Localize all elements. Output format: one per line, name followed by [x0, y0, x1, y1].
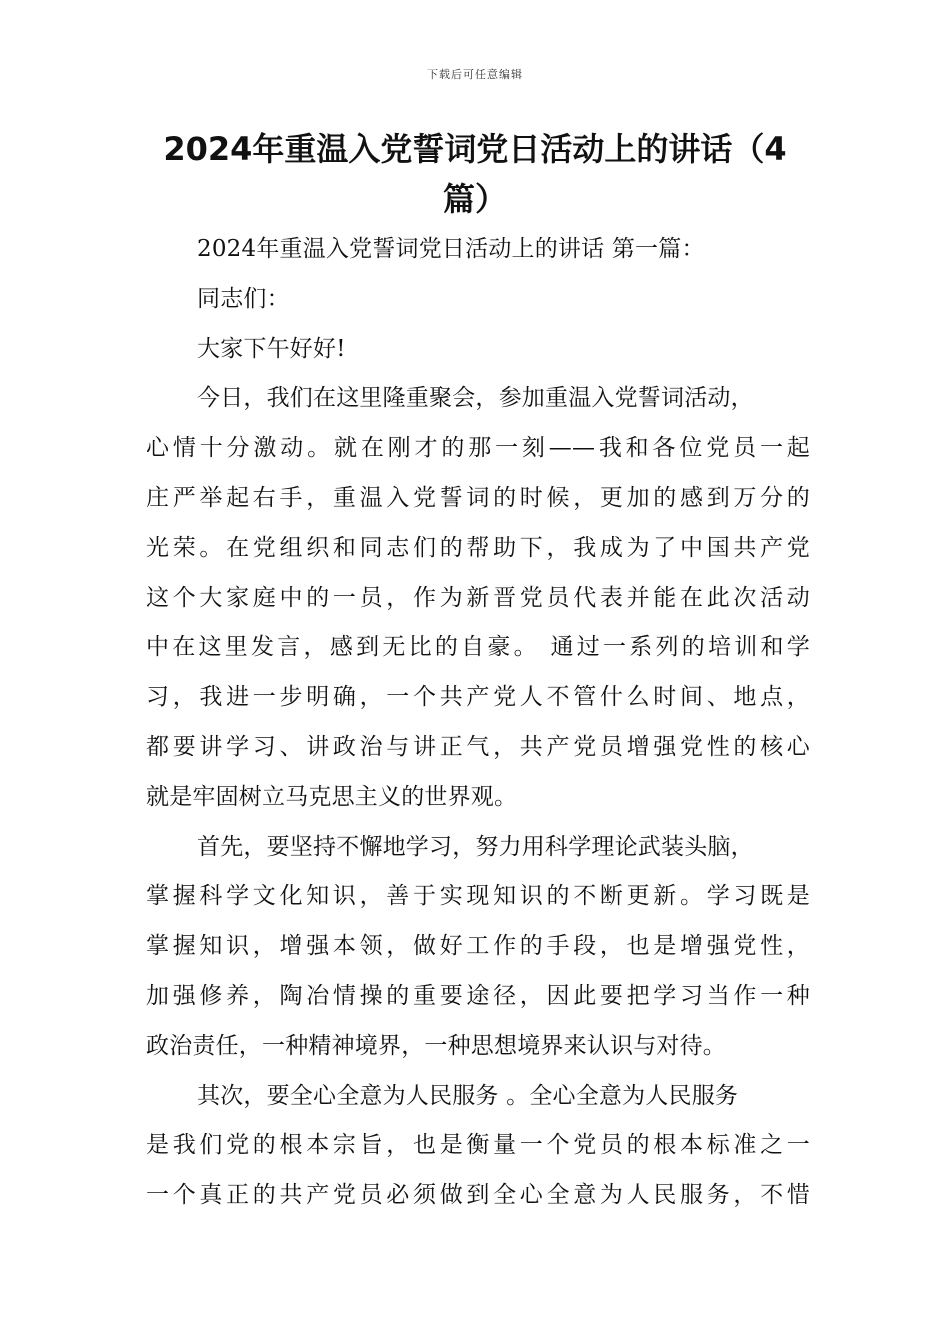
- paragraph-line: 今日，我们在这里隆重聚会，参加重温入党誓词活动，: [197, 385, 754, 412]
- salutation: 同志们：: [197, 285, 290, 312]
- paragraph-line: 掌握知识，增强本领，做好工作的手段，也是增强党性，: [146, 933, 810, 960]
- paragraph-line: 一个真正的共产党员必须做到全心全意为人民服务，不惜: [146, 1182, 810, 1209]
- paragraph-line: 都要讲学习、讲政治与讲正气，共产党员增强党性的核心: [146, 733, 810, 760]
- paragraph-line: 其次，要全心全意为人民服务 。全心全意为人民服务: [197, 1082, 739, 1109]
- paragraph-line: 心情十分激动。就在刚才的那一刻——我和各位党员一起: [146, 435, 810, 462]
- paragraph-line: 光荣。在党组织和同志们的帮助下，我成为了中国共产党: [146, 534, 810, 561]
- paragraph-line: 庄严举起右手，重温入党誓词的时候，更加的感到万分的: [146, 484, 810, 511]
- document-title: [130, 124, 820, 224]
- section-heading: 2024年重温入党誓词党日活动上的讲话 第一篇：: [197, 236, 705, 262]
- paragraph-line: 是我们党的根本宗旨，也是衡量一个党员的根本标准之一: [146, 1132, 810, 1159]
- paragraph-line: 就是牢固树立马克思主义的世界观。: [146, 783, 518, 810]
- greeting: 大家下午好好!: [197, 335, 346, 362]
- paragraph-line: 中在这里发言，感到无比的自豪。 通过一系列的培训和学: [146, 634, 810, 661]
- paragraph-line: 首先，要坚持不懈地学习，努力用科学理论武装头脑，: [197, 833, 754, 860]
- paragraph-line: 这个大家庭中的一员，作为新晋党员代表并能在此次活动: [146, 584, 810, 611]
- document-body: [146, 225, 810, 1221]
- paragraph-line: 掌握科学文化知识，善于实现知识的不断更新。学习既是: [146, 883, 810, 910]
- paragraph-line: 政治责任，一种精神境界，一种思想境界来认识与对待。: [146, 1032, 726, 1059]
- header-note: 下载后可任意编辑: [427, 68, 523, 81]
- title-line-2: 篇）: [442, 180, 507, 218]
- title-line-1: 2024年重温入党誓词党日活动上的讲话（4: [163, 130, 787, 168]
- paragraph-line: 习，我进一步明确，一个共产党人不管什么时间、地点，: [146, 684, 810, 711]
- paragraph-line: 加强修养，陶冶情操的重要途径，因此要把学习当作一种: [146, 982, 810, 1009]
